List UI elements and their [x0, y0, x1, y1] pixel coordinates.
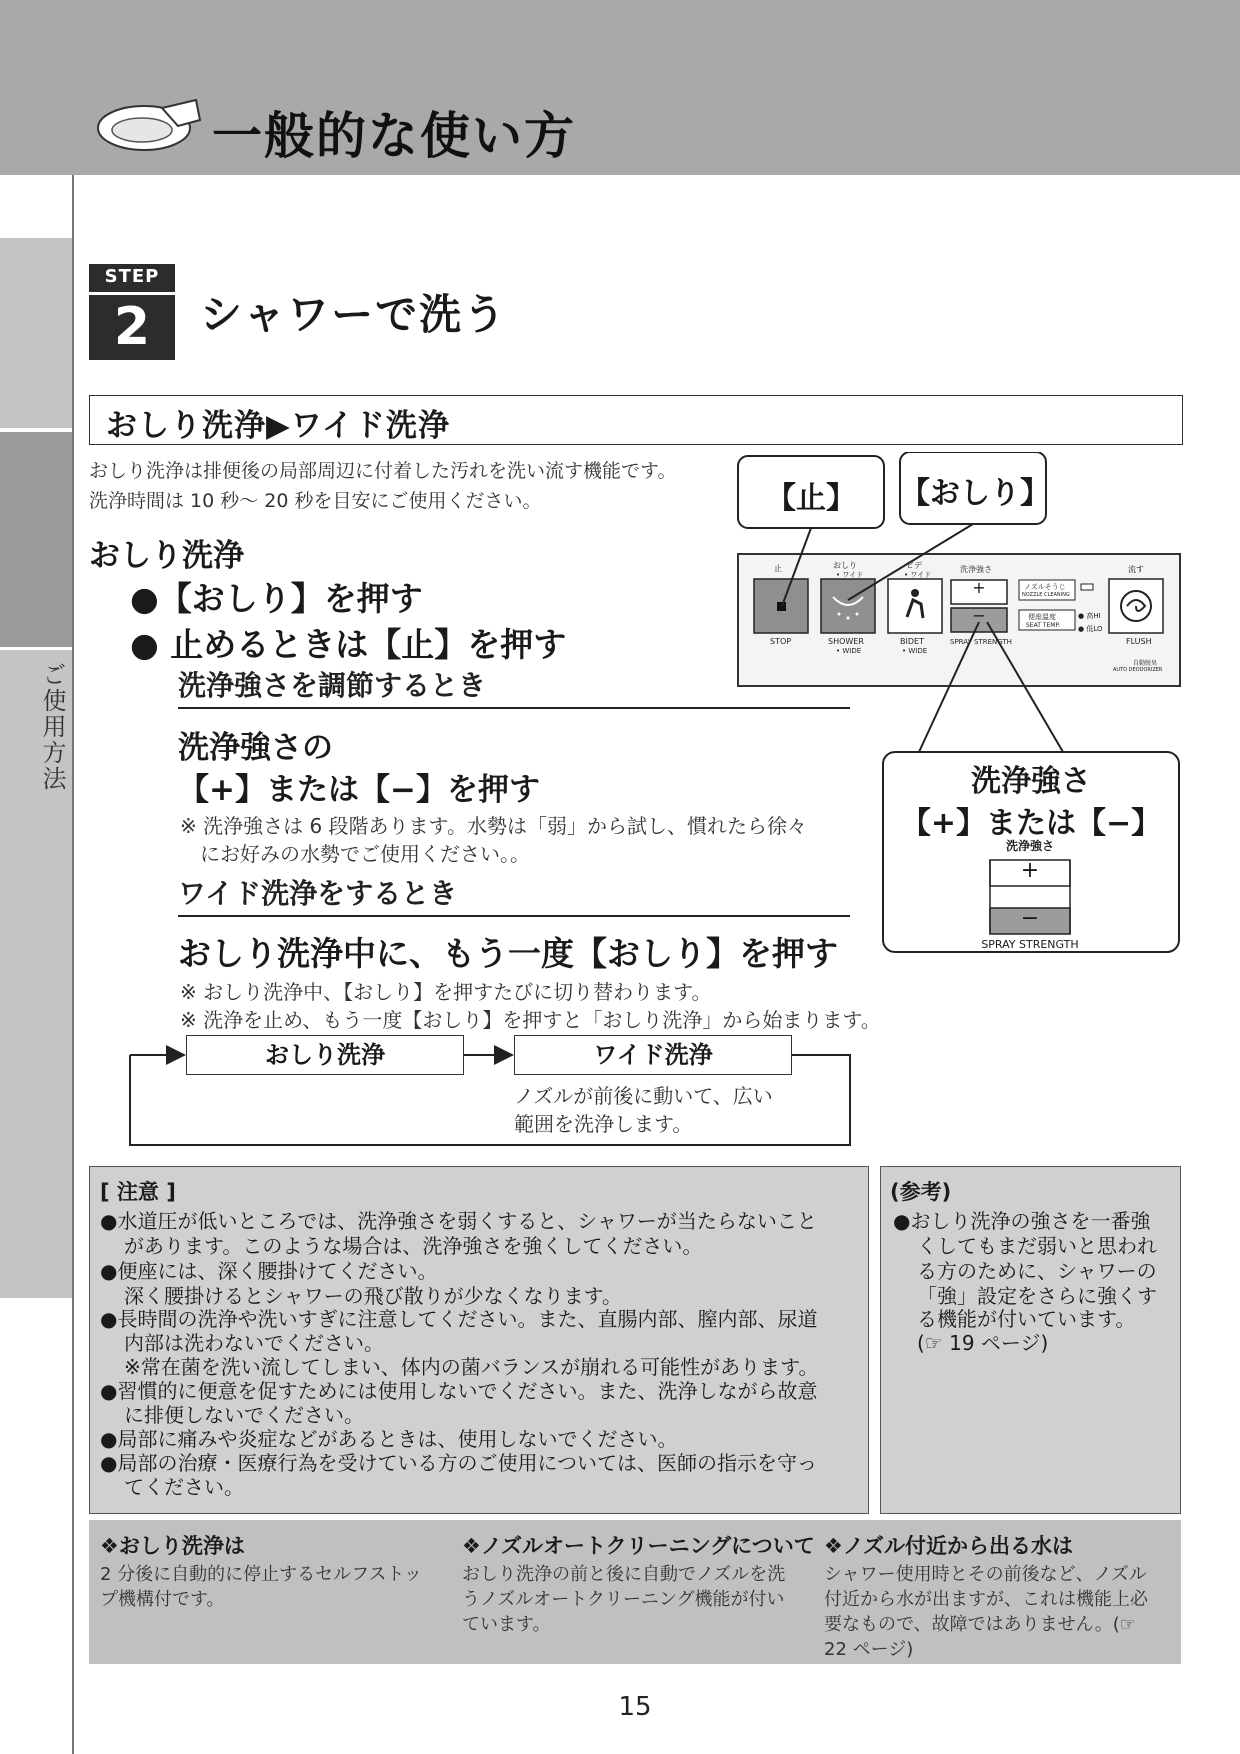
instruction-step: 【+】または【−】を押す	[178, 772, 540, 808]
callout-stop-label: 【止】	[766, 481, 856, 516]
flush-label-en: FLUSH	[1126, 637, 1152, 646]
tip-title: ❖おしり洗浄は	[100, 1534, 245, 1558]
step-badge	[89, 264, 175, 360]
bidet-wide-label-en: • WIDE	[902, 647, 928, 655]
callout-spray-label: 【+】または【−】	[900, 806, 1162, 841]
deodorizer-label-en: AUTO DEODORIZER	[1113, 667, 1163, 673]
caution-line: ●便座には、深く腰掛けてください。	[100, 1259, 438, 1283]
side-tab-label: ご使用方法	[38, 662, 66, 792]
step-number: 2	[113, 297, 151, 357]
caution-line: ●長時間の洗浄や洗いすぎに注意してください。また、直腸内部、膣内部、尿道	[100, 1307, 818, 1331]
seat-temp-label-jp: 便座温度	[1028, 613, 1056, 621]
caution-line: ●局部に痛みや炎症などがあるときは、使用しないでください。	[100, 1427, 678, 1451]
stop-label-jp: 止	[774, 564, 782, 573]
control-panel-illustration	[735, 452, 1185, 957]
spray-enlarged-label: 洗浄強さ	[1005, 839, 1054, 853]
intro-text: 洗浄時間は 10 秒〜 20 秒を目安にご使用ください。	[89, 490, 542, 512]
instruction-bullet: ● 止めるときは【止】を押す	[130, 625, 567, 664]
caution-line: に排便しないでください。	[124, 1403, 364, 1427]
caution-line: 内部は洗わないでください。	[124, 1331, 384, 1355]
spray-minus-symbol: −	[972, 606, 986, 625]
section-title: おしり洗浄▶ワイド洗浄	[106, 408, 450, 444]
caution-line: てください。	[124, 1475, 244, 1499]
caution-line: ●局部の治療・医療行為を受けている方のご使用については、医師の指示を守っ	[100, 1451, 818, 1475]
margin-rule	[72, 175, 74, 1754]
note-text: ※ 洗浄強さは 6 段階あります。水勢は「弱」から試し、慣れたら徐々	[180, 814, 807, 838]
reference-title: (参考)	[890, 1180, 952, 1204]
note-text: ※ 洗浄を止め、もう一度【おしり】を押すと「おしり洗浄」から始まります。	[180, 1008, 881, 1032]
bidet-wide-label-jp: • ワイド	[904, 571, 932, 579]
note-text: ※ おしり洗浄中、【おしり】を押すたびに切り替わります。	[180, 980, 712, 1004]
nozzle-label-en: NOZZLE CLEANING	[1022, 592, 1070, 598]
tip-line: プ機構付です。	[100, 1589, 225, 1610]
caution-line: 深く腰掛けるとシャワーの飛び散りが少なくなります。	[124, 1284, 622, 1308]
caution-line: ●水道圧が低いところでは、洗浄強さを弱くすると、シャワーが当たらないこと	[100, 1209, 817, 1233]
nozzle-label-jp: ノズルそうじ	[1024, 583, 1066, 591]
reference-line: 「強」設定をさらに強くす	[917, 1284, 1157, 1308]
spray-enlarged-label-en: SPRAY STRENGTH	[981, 938, 1079, 951]
spray-plus-symbol: +	[972, 578, 986, 597]
caution-line: があります。このような場合は、洗浄強さを強くしてください。	[124, 1234, 703, 1258]
step-divider	[89, 292, 175, 295]
reference-line: (☞ 19 ページ)	[917, 1331, 1049, 1355]
tip-line: 22 ページ)	[824, 1639, 914, 1660]
side-tab	[0, 238, 72, 428]
shower-label-en: SHOWER	[828, 637, 864, 646]
page-title: 一般的な使い方	[212, 107, 576, 165]
bidet-label-en: BIDET	[900, 637, 924, 646]
tip-line: シャワー使用時とその前後など、ノズル	[824, 1564, 1147, 1585]
caution-line: ※常在菌を洗い流してしまい、体内の菌バランスが崩れる可能性があります。	[124, 1355, 819, 1379]
tip-title: ❖ノズルオートクリーニングについて	[462, 1534, 815, 1558]
instruction-step: おしり洗浄中に、もう一度【おしり】を押す	[178, 934, 838, 973]
page-number: 15	[618, 1692, 652, 1722]
seat-hi-indicator: ● 高HI	[1078, 612, 1101, 620]
reference-line: る方のために、シャワーの	[917, 1259, 1157, 1283]
tip-line: 付近から水が出ますが、これは機能上必	[824, 1589, 1148, 1610]
deodorizer-label-jp: 自動脱臭	[1133, 660, 1158, 667]
toilet-seat-icon	[92, 86, 204, 158]
flow-description: ノズルが前後に動いて、広い	[514, 1084, 773, 1108]
note-text: にお好みの水勢でご使用ください。。	[200, 842, 530, 866]
tip-line: 2 分後に自動的に停止するセルフストッ	[100, 1564, 422, 1585]
subheading: ワイド洗浄をするとき	[178, 877, 458, 910]
stop-label-en: STOP	[770, 637, 792, 646]
callout-spray-label: 洗浄強さ	[971, 764, 1091, 799]
flush-label-jp: 流す	[1128, 565, 1144, 574]
seat-temp-label-en: SEAT TEMP.	[1026, 622, 1061, 629]
shower-wide-label-jp: • ワイド	[836, 571, 864, 579]
step-word: STEP	[104, 266, 160, 287]
nozzle-indicator	[1081, 584, 1093, 590]
tip-line: おしり洗浄の前と後に自動でノズルを洗	[462, 1564, 786, 1585]
bidet-icon	[911, 589, 919, 597]
shower-wide-label-en: • WIDE	[836, 647, 862, 655]
seat-lo-indicator: ● 低LO	[1078, 625, 1103, 633]
reference-line: くしてもまだ弱いと思われ	[917, 1234, 1157, 1258]
stop-square-icon	[777, 602, 786, 611]
spray-enlarged-minus-symbol: −	[1020, 906, 1040, 931]
spray-label-jp: 洗浄強さ	[960, 565, 992, 574]
flow-description: 範囲を洗浄します。	[514, 1112, 693, 1136]
flow-step-oshiri: おしり洗浄	[186, 1035, 464, 1075]
instruction-step: 洗浄強さの	[178, 730, 333, 766]
tip-line: うノズルオートクリーニング機能が付い	[462, 1589, 785, 1610]
bidet-button	[888, 579, 942, 633]
side-tab	[0, 432, 72, 647]
reference-line: ●おしり洗浄の強さを一番強	[893, 1209, 1151, 1233]
shower-label-jp: おしり	[833, 561, 857, 570]
bidet-label-jp: ビデ	[906, 561, 922, 570]
subheading: 洗浄強さを調節するとき	[178, 669, 487, 702]
instruction-bullet: ●【おしり】を押す	[130, 579, 423, 618]
caution-title: [ 注意 ]	[100, 1180, 176, 1204]
reference-line: る機能が付いています。	[917, 1307, 1136, 1331]
tip-line: ています。	[462, 1614, 551, 1635]
intro-text: おしり洗浄は排便後の局部周辺に付着した汚れを洗い流す機能です。	[89, 460, 677, 482]
tip-line: 要なもので、故障ではありません。(☞	[824, 1614, 1136, 1635]
instruction-heading: おしり洗浄	[89, 538, 244, 574]
callout-oshiri-label: 【おしり】	[900, 476, 1050, 511]
spray-label-en: SPRAY STRENGTH	[950, 638, 1012, 646]
step-title: シャワーで洗う	[200, 290, 508, 339]
caution-line: ●習慣的に便意を促すためには使用しないでください。また、洗浄しながら故意	[100, 1379, 818, 1403]
tip-title: ❖ノズル付近から出る水は	[824, 1534, 1073, 1558]
spray-enlarged-plus-symbol: +	[1020, 858, 1040, 883]
flow-step-wide: ワイド洗浄	[514, 1035, 792, 1075]
